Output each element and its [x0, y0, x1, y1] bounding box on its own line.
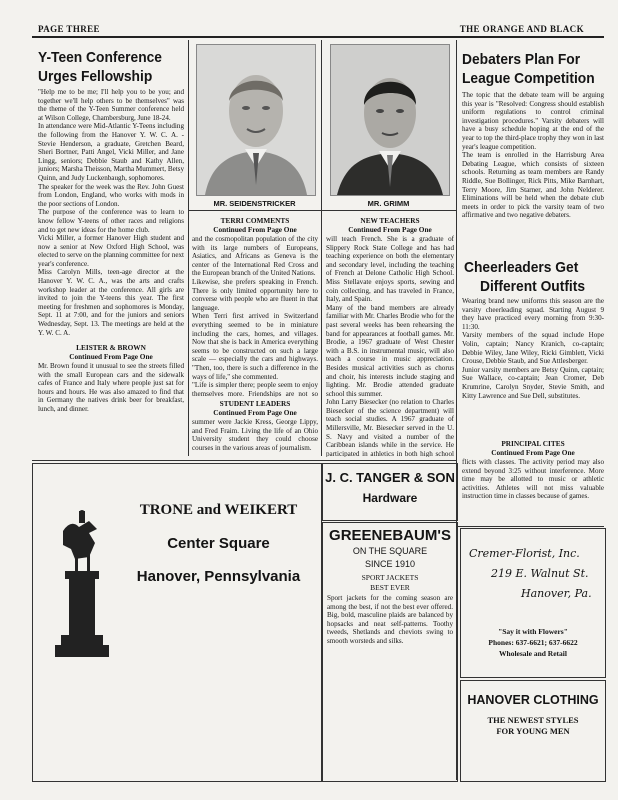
portrait-image: [331, 45, 449, 195]
hanover-name: HANOVER CLOTHING: [467, 693, 599, 707]
column-rule-1: [188, 40, 189, 456]
page-number: PAGE THREE: [38, 24, 100, 34]
cheer-headline-1: Cheerleaders Get: [464, 259, 579, 276]
photo-rule: [188, 210, 456, 211]
greenebaum-copy: Sport jackets for the coming season are among the best, if not the best ever offered. Big, bold, masculine plaids are balanced by hopsacks and neat self-patterns. Toothy tweeds, Shetlands and cheviots swing to smooth worsteds and silks.: [327, 594, 453, 645]
cremer-florist-ad: [460, 528, 606, 678]
grimm-caption: MR. GRIMM: [367, 199, 410, 208]
cremer-name: Cremer-Florist, Inc.: [469, 547, 580, 560]
portrait-image: [197, 45, 315, 195]
student-leaders-article: summer were Jackie Kress, George Lippy, and Fred Fraim. Living the life of an Ohio University student they could choose courses in the various areas of journalism.: [192, 418, 318, 452]
trone-address: Center Square: [167, 535, 270, 552]
header-rule: [32, 36, 604, 38]
cheer-headline-2: Different Outfits: [480, 278, 586, 295]
greenebaum-name: GREENEBAUM'S: [329, 527, 451, 544]
cremer-slogan: "Say it with Flowers": [498, 627, 568, 636]
hanover-tagline-2: FOR YOUNG MEN: [496, 726, 570, 736]
ads-rule: [32, 460, 456, 461]
trone-name: TRONE and WEIKERT: [139, 502, 298, 518]
leister-brown-heading: LEISTER & BROWN: [76, 343, 146, 352]
greenebaum-ad: [322, 522, 458, 782]
terri-article: and the cosmopolitan population of the city with its large numbers of Europeans, Asiatics, and Africans as Geneva is the center of the International Red Cross and the European branch of the United Nations. Likewise, she prefers speaking in French. There is only limited opportunity here to converse with people who are fluent in that language. When Terri first arrived in Switzerland everything seemed to be in miniature including the cars, homes, and villages. Now that she is back in America everything seems to be constructed on such a large scale — especially the cars and highways. "Then, too, there is such a difference in the ways of life," she commented. "Life is simpler there; people seem to enjoy themselves more. Friendships are not so: [192, 235, 318, 397]
debate-article: The topic that the debate team will be arguing this year is "Resolved: Congress should establish uniform regulations to control criminal investigation procedures." Varsity debaters will have a busy schedule hoping at the end of the year to top the third-place trophy they won in last year's league competition. The team is enrolled in the Harrisburg Area Debating League, which consists of sixteen schools. Returning as team members are Randy Riddle, Sue Bollinger, Rick Pitts, Mike Barnhart, Terry Moore, Jim Starner, and John Nelderer. Eliminations will be held when the debate club meets in order to pick the varsity team of two affirmative and two negative debaters.: [462, 91, 604, 220]
principal-article: flicts with classes. The activity period may also extend beyond 3:25 without interference. More time may be allotted to music or athletic activities. Athletes will not miss valuable instruction time in classes because of games.: [462, 458, 604, 501]
tanger-tagline: Hardware: [362, 491, 418, 505]
seidenstricker-caption: MR. SEIDENSTRICKER: [213, 199, 296, 208]
cremer-city: Hanover, Pa.: [521, 587, 592, 600]
terri-heading: TERRI COMMENTS: [220, 216, 290, 225]
terri-continued: Continued From Page One: [213, 225, 297, 234]
cremer-address: 219 E. Walnut St.: [491, 567, 589, 580]
student-leaders-continued: Continued From Page One: [213, 408, 297, 417]
hanover-clothing-ad: [460, 680, 606, 782]
seidenstricker-photo: [196, 44, 316, 196]
grimm-photo: [330, 44, 450, 196]
newspaper-name: THE ORANGE AND BLACK: [459, 24, 584, 34]
leister-brown-continued: Continued From Page One: [69, 352, 153, 361]
debate-headline-1: Debaters Plan For: [462, 51, 581, 68]
greenebaum-sub-2: BEST EVER: [370, 583, 410, 592]
student-leaders-heading: STUDENT LEADERS: [219, 399, 291, 408]
tanger-ad: [322, 463, 458, 521]
cremer-phones: Phones: 637-6621; 637-6622: [488, 638, 578, 647]
trone-weikert-ad: [32, 463, 322, 782]
statue-icon: [49, 509, 115, 709]
cheer-article: Wearing brand new uniforms this season are the varsity cheerleading squad. Starting August 9 they have practiced every morning from 9:30-11:30. Varsity members of the squad include Hope Volin, captain; Nancy Kranich, co-captain; Debbie Wiley, Jane Wiley, Ricki Gimblett, Vicki Crouse, Debbie Staub, and Sue Attlesberger. Junior varsity members are Betsy Quinn, captain; Sue Wallace, co-captain; Jean Cromer, Deb Krumrine, Carolyn Snyder, Stevie Smith, and Kitty Lawrence and Sue Dell, substitutes.: [462, 297, 604, 400]
greenebaum-sub-1: SPORT JACKETS: [361, 573, 419, 582]
trone-city: Hanover, Pennsylvania: [136, 568, 301, 585]
teachers-article: will teach French. She is a graduate of Slippery Rock State College and has had teaching experience on both the elementary and secondary level, including the teaching of French at Delone Catholic High School. Miss Stellavate enjoys sports, sewing and coin collecting, and has traveled in France, Italy, and Spain. Many of the band members are already familiar with Mr. Charles Brodie who for the past several weeks has been rehearsing the band for appearances at football games. Mr. Brodie, a 1967 graduate of West Chester with a B.S. in instrumental music, will also teach a course in music appreciation. Besides musical activities such as chorus and choir, his interests include staging and lighting. Mr. Brodie attended graduate school this summer. John Larry Biesecker (no relation to Charles Biesecker of the science department) will teach social studies. A 1967 graduate of Millersville, Mr. Biesecker served in the U. S. Navy and visited a number of the Caribbean islands while in the service. He participated in athletics in both high school: [326, 235, 454, 457]
column-rule-2: [321, 40, 322, 456]
debate-headline-2: League Competition: [462, 70, 595, 87]
principal-continued: Continued From Page One: [491, 448, 575, 457]
teachers-continued: Continued From Page One: [348, 225, 432, 234]
teachers-heading: NEW TEACHERS: [360, 216, 420, 225]
yteen-headline-2: Urges Fellowship: [38, 68, 153, 85]
cremer-wholesale: Wholesale and Retail: [499, 649, 567, 658]
hanover-tagline-1: THE NEWEST STYLES: [487, 715, 579, 725]
greenebaum-location: ON THE SQUARE: [352, 546, 428, 556]
principal-heading: PRINCIPAL CITES: [501, 439, 565, 448]
yteen-headline-1: Y-Teen Conference: [38, 49, 162, 66]
yteen-article: "Help me to be me; I'll help you to be you; and together we'll help others to be themselves" was the theme of the Y-Teen Summer conference held at Wilson College, Chambersburg, June 18-24. In attendance were Mid-Atlantic Y-Teens including the following from the Hanover Y. W. C. A. - Stevie Henderson, a graduate, Gretchen Beard, Sheri Bortner, Patti Angel, Vicki Miller, and Jane Lingg, seniors; Debbie Staub and Kathy Allen, juniors; Marsha Theisson, Martha Mummert, Betsy Quinn, and Judy Luckenbaugh, sophomores. The speaker for the week was the Rev. John Guest from London, England, who works with mods in the poor sections of London. The purpose of the conference was to learn to know fellow Y-teens of other races and religions and to get new ideas for the home club. Vicki Miller, a former Hanover High student and now a senior at New Oxford High School, was elected to serve on the planning committee for next year's conference. Miss Carolyn Mills, teen-age director at the Hanover Y. W. C. A., was the arts and crafts workshop leader at the conference. All girls are invited to join the Y-teens this year. The first meeting for freshmen and sophomores is Monday, Sept. 11 at 7:00, and for the juniors and seniors Wednesday, Sept. 13. The meetings are held at the Y. W. C. A.: [38, 88, 184, 337]
leister-brown-article: Mr. Brown found it unusual to see the streets filled with the small European cars and the sidewalk cafes of France and Italy where people just sat for hours and hours. He was also amazed to find that in Germany the natives drink beer for breakfast, lunch, and dinner.: [38, 362, 184, 413]
tanger-name: J. C. TANGER & SON: [325, 470, 455, 485]
ads-rule-right: [456, 526, 604, 527]
greenebaum-since: SINCE 1910: [364, 559, 416, 569]
